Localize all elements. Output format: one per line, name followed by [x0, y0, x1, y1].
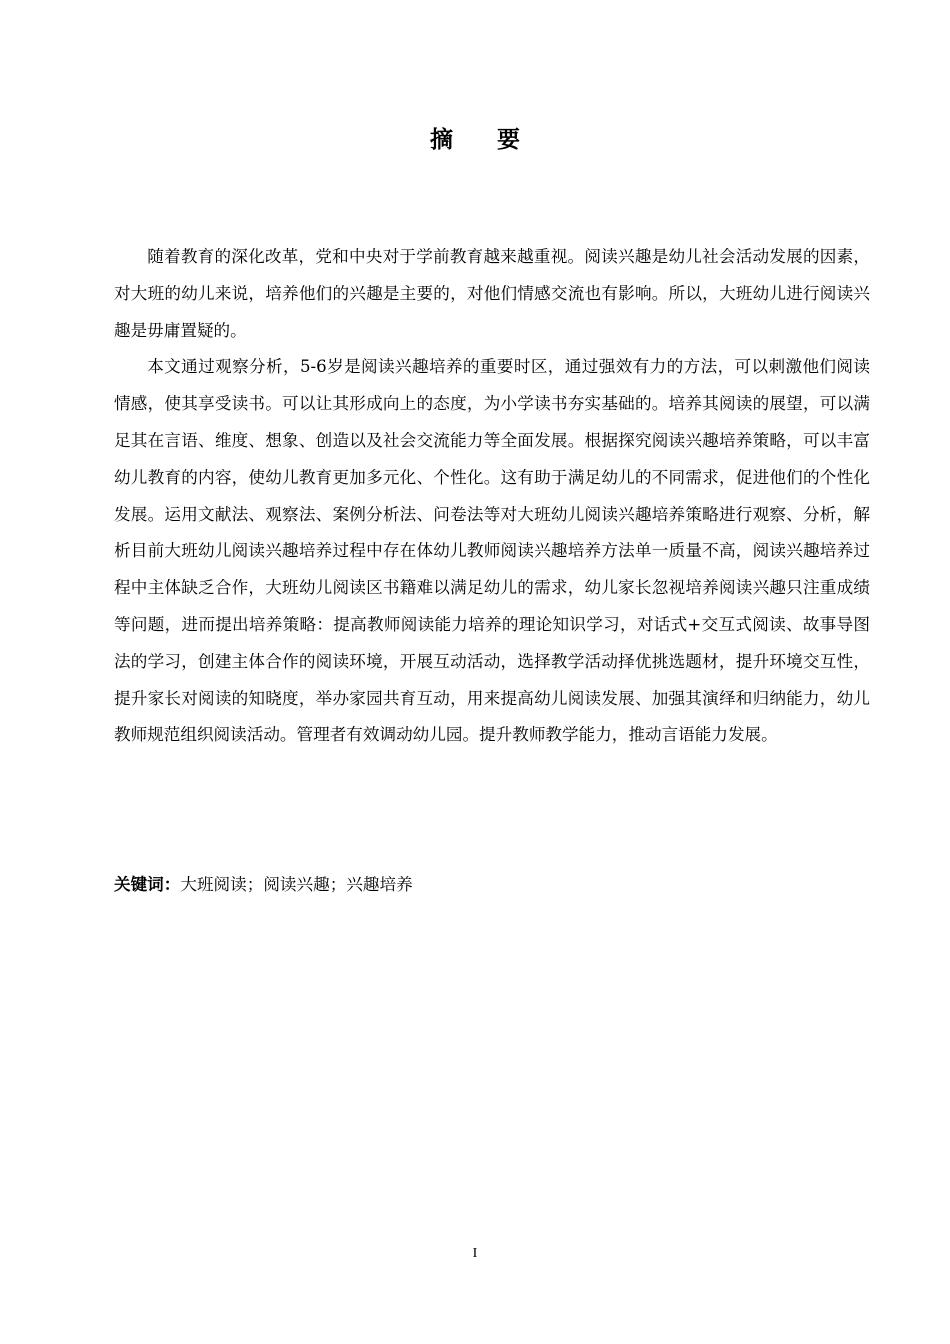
- abstract-paragraph-1: 随着教育的深化改革，党和中央对于学前教育越来越重视。阅读兴趣是幼儿社会活动发展的因素，对大班的幼儿来说，培养他们的兴趣是主要的，对他们情感交流也有影响。所以，大班幼儿进行阅读兴趣是毋庸置疑的。: [114, 247, 870, 340]
- keywords-label: 关键词：: [114, 875, 181, 894]
- keywords-line: [114, 870, 870, 900]
- keywords-value: 大班阅读；阅读兴趣；兴趣培养: [180, 875, 413, 894]
- abstract-body: [114, 239, 870, 754]
- page-number: I: [472, 1246, 478, 1261]
- page-title: 摘 要: [429, 127, 538, 153]
- abstract-paragraph-2: 本文通过观察分析，5-6岁是阅读兴趣培养的重要时区，通过强效有力的方法，可以刺激他们阅读情感，使其享受读书。可以让其形成向上的态度，为小学读书夯实基础的。培养其阅读的展望，可以满足其在言语、维度、想象、创造以及社会交流能力等全面发展。根据探究阅读兴趣培养策略，可以丰富幼儿教育的内容，使幼儿教育更加多元化、个性化。这有助于满足幼儿的不同需求，促进他们的个性化发展。运用文献法、观察法、案例分析法、问卷法等对大班幼儿阅读兴趣培养策略进行观察、分析，解析目前大班幼儿阅读兴趣培养过程中存在体幼儿教师阅读兴趣培养方法单一质量不高，阅读兴趣培养过程中主体缺乏合作，大班幼儿阅读区书籍难以满足幼儿的需求，幼儿家长忽视培养阅读兴趣只注重成绩等问题，进而提出培养策略：提高教师阅读能力培养的理论知识学习，对话式+交互式阅读、故事导图法的学习，创建主体合作的阅读环境，开展互动活动，选择教学活动择优挑选题材，提升环境交互性，提升家长对阅读的知晓度，举办家园共育互动，用来提高幼儿阅读发展、加强其演绎和归纳能力，幼儿教师规范组织阅读活动。管理者有效调动幼儿园。提升教师教学能力，推动言语能力发展。: [114, 357, 870, 745]
